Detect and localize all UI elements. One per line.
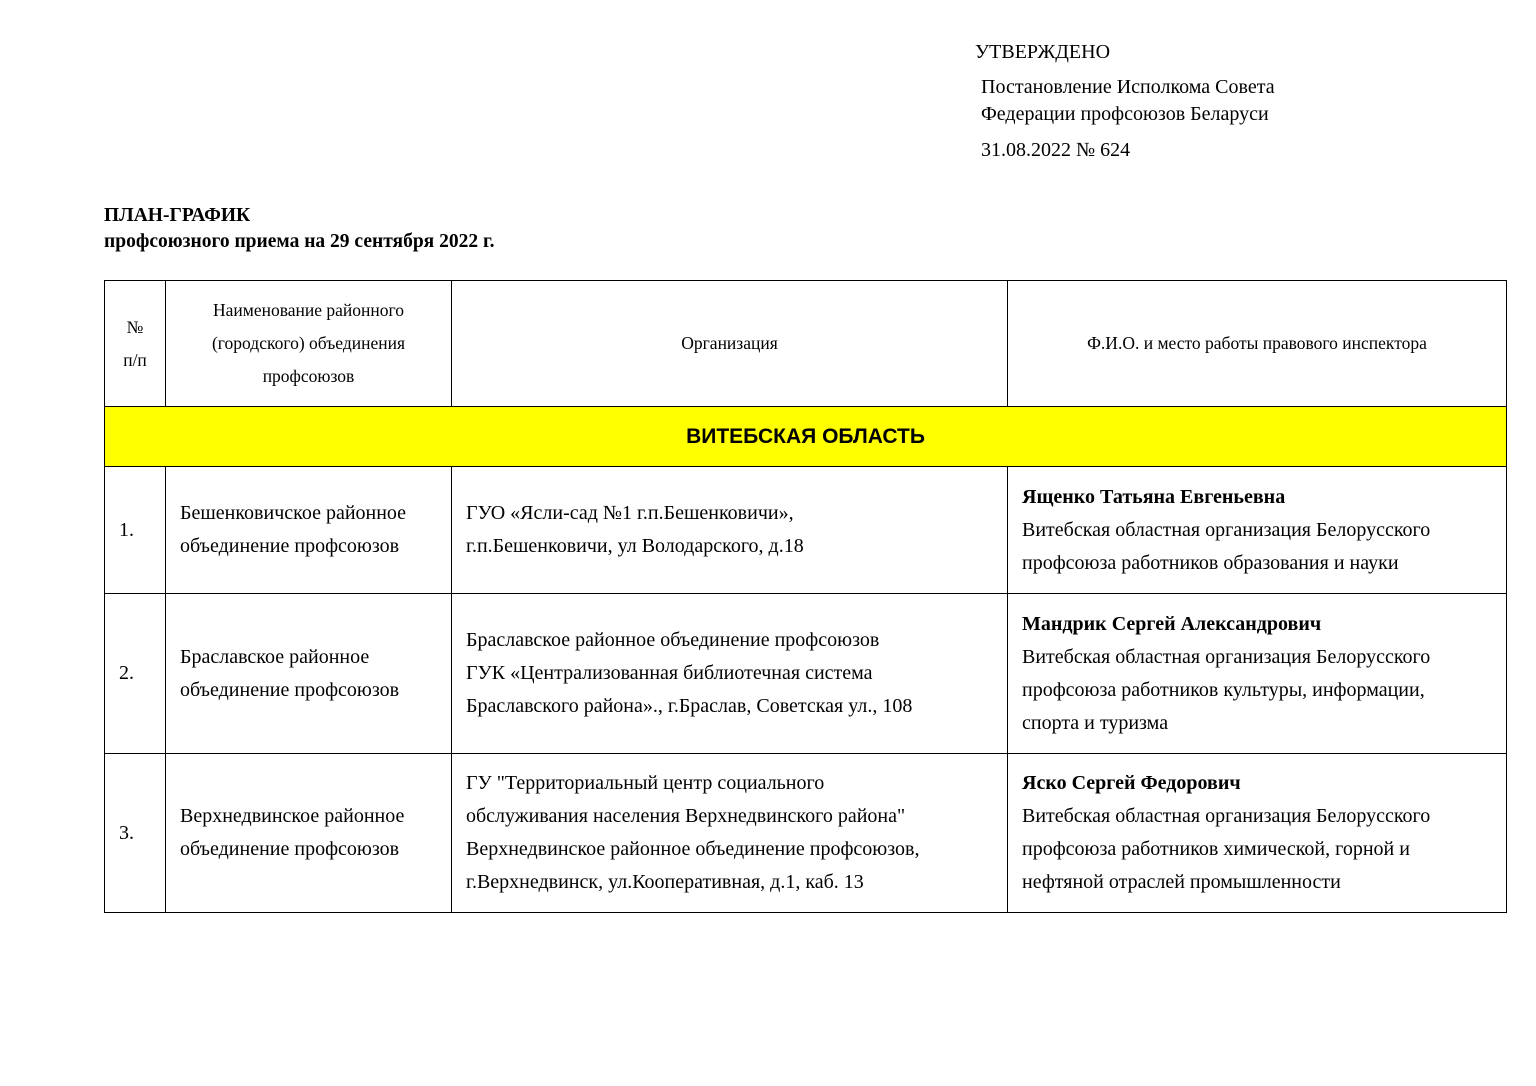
inspector-name: Яско Сергей Федорович — [1022, 772, 1241, 794]
header-union: Наименование районного (городского) объединения профсоюзов — [166, 281, 452, 407]
title-line-2: профсоюзного приема на 29 сентября 2022 г. — [104, 231, 495, 252]
header-organization: Организация — [452, 281, 1008, 407]
row-number: 1. — [105, 467, 166, 594]
approval-block — [975, 38, 1475, 164]
inspector-cell: Яско Сергей Федорович Витебская областная организация Белорусского профсоюза работников химической, горной и нефтяной отраслей промышленности — [1008, 754, 1507, 913]
row-number: 3. — [105, 754, 166, 913]
union-name: Браславское районное объединение профсоюзов — [166, 594, 452, 754]
inspector-cell: Ященко Татьяна Евгеньевна Витебская областная организация Белорусского профсоюза работников образования и науки — [1008, 467, 1507, 594]
table-header-row — [105, 281, 1507, 407]
inspector-name: Ященко Татьяна Евгеньевна — [1022, 485, 1286, 508]
union-name: Бешенковичское районное объединение профсоюзов — [166, 467, 452, 594]
table-row — [105, 467, 1507, 594]
organization-cell: Браславское районное объединение профсоюзов ГУК «Централизованная библиотечная система Браславского района»., г.Браслав, Советская ул., 108 — [452, 594, 1008, 754]
approval-stamp: УТВЕРЖДЕНО — [975, 41, 1111, 63]
row-number: 2. — [105, 594, 166, 754]
document-title — [104, 203, 495, 255]
organization-cell: ГУ "Территориальный центр социального обслуживания населения Верхнедвинского района" Верхнедвинское районное объединение профсоюзов, г.Верхнедвинск, ул.Кооперативная, д.1, каб. 13 — [452, 754, 1008, 913]
decree-date: 31.08.2022 № 624 — [981, 139, 1131, 161]
region-row — [105, 407, 1507, 467]
header-number: № п/п — [105, 281, 166, 407]
table-row — [105, 754, 1507, 913]
inspector-name: Мандрик Сергей Александрович — [1022, 612, 1322, 635]
header-inspector: Ф.И.О. и место работы правового инспектора — [1008, 281, 1507, 407]
schedule-table — [104, 280, 1507, 913]
decree-line-2: Федерации профсоюзов Беларуси — [981, 103, 1269, 125]
title-line-1: ПЛАН-ГРАФИК — [104, 205, 251, 226]
decree-line-1: Постановление Исполкома Совета — [981, 76, 1275, 98]
approval-decree — [981, 74, 1475, 128]
inspector-cell: Мандрик Сергей Александрович Витебская областная организация Белорусского профсоюза работников культуры, информации, спорта и туризма — [1008, 594, 1507, 754]
union-name: Верхнедвинское районное объединение профсоюзов — [166, 754, 452, 913]
table-row — [105, 594, 1507, 754]
region-name: ВИТЕБСКАЯ ОБЛАСТЬ — [105, 407, 1507, 467]
organization-cell: ГУО «Ясли-сад №1 г.п.Бешенковичи», г.п.Бешенковичи, ул Володарского, д.18 — [452, 467, 1008, 594]
